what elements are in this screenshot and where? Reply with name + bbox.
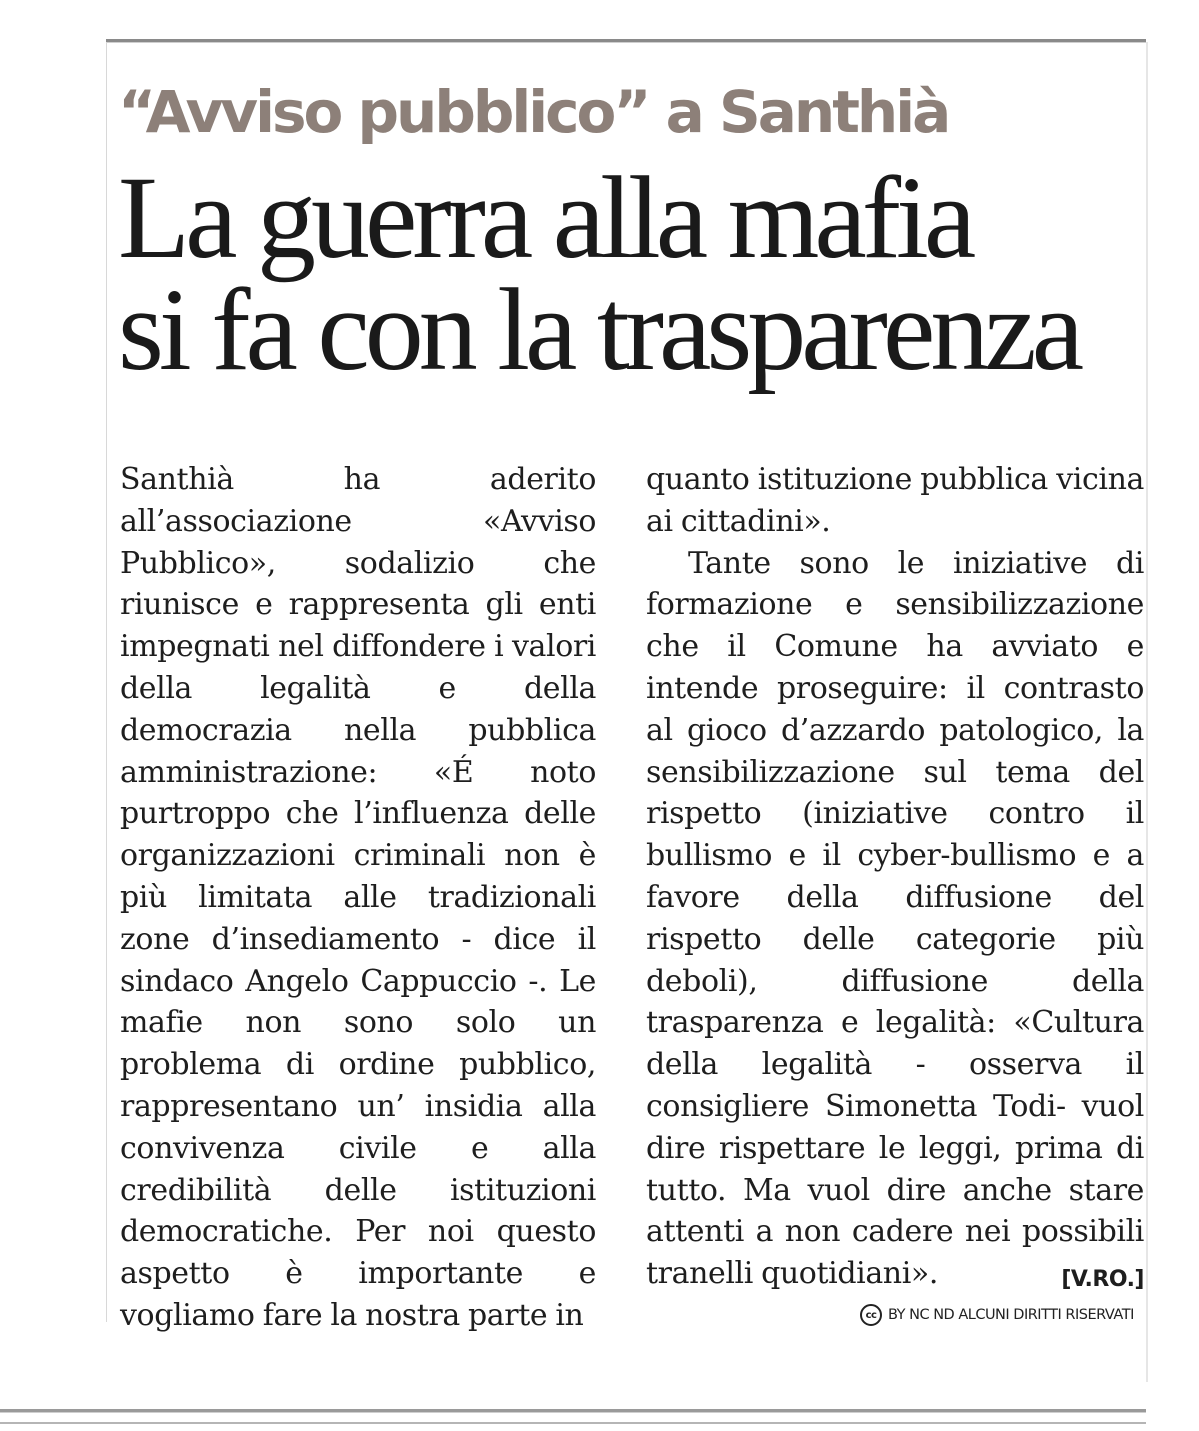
article-paragraph: Santhià ha aderito all’associazione «Avviso Pubblico», sodalizio che riunisce e rappresenta gli enti impegnati nel diffondere i valori della legalità e della democrazia nella pubblica amministrazione: «É noto purtroppo che l’influenza delle organizzazioni criminali non è più limitata alle tradizionali zone d’insediamento - dice il sindaco Angelo Cappuccio -. Le mafie non sono solo un problema di ordine pubblico, rappresentano un’ insidia alla convivenza civile e alla credibilità delle istituzioni democratiche. Per noi questo aspetto è importante e vogliamo fare la nostra parte in [120,462,596,1333]
kicker: “Avviso pubblico” a Santhià [118,78,949,146]
article-paragraph [646,543,1144,1295]
headline-line-2: si fa con la trasparenza [118,264,1080,395]
license-notice [860,1304,1146,1326]
headline-line-1: La guerra alla mafia [118,152,972,283]
article-paragraph-text: Tante sono le iniziative di formazione e sensibilizzazione che il Comune ha avviato e intende proseguire: il contrasto al gioco d’azzardo patologico, la sensibilizzazione sul tema del rispetto (iniziative contro il bullismo e il cyber-bullismo e a favore della diffusione del rispetto delle categorie più deboli), diffusione della trasparenza e legalità: «Cultura della legalità - osserva il consigliere Simonetta Todi- vuol dire rispettare le leggi, prima di tutto. Ma vuol dire anche stare attenti a non cadere nei possibili tranelli quotidiani». [646,545,1144,1292]
article-column-left [120,459,596,1337]
article-paragraph: quanto istituzione pubblica vicina ai cittadini». [646,462,1144,539]
bottom-rule-secondary [0,1422,1146,1424]
headline [118,152,1148,395]
bottom-rule [0,1409,1146,1413]
top-rule [106,39,1146,43]
byline: [V.RO.] [1061,1267,1144,1293]
article-column-right [646,459,1144,1301]
license-text: BY NC ND ALCUNI DIRITTI RISERVATI [888,1307,1134,1323]
left-rule [106,42,107,1322]
creative-commons-icon: cc [860,1304,882,1326]
